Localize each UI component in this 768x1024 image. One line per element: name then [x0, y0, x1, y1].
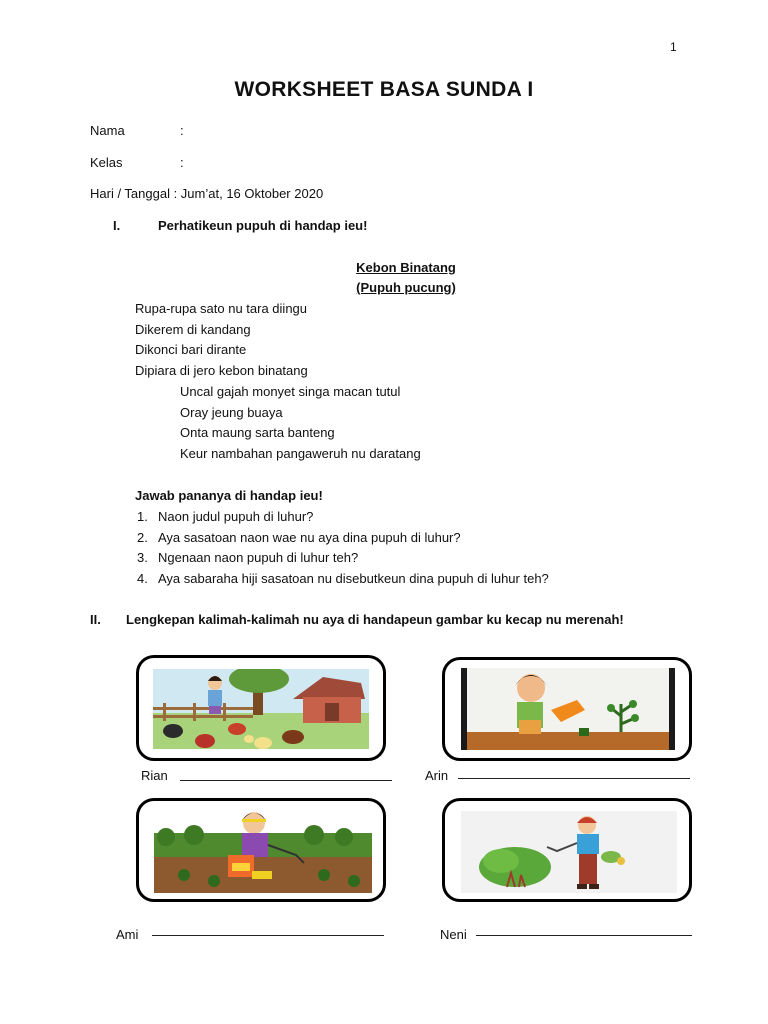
- farm-chickens-illustration: [153, 669, 369, 749]
- answer-line[interactable]: [180, 780, 392, 781]
- field-label-kelas: Kelas: [90, 155, 123, 170]
- poem-line: Onta maung sarta banteng: [180, 425, 335, 440]
- page-title: WORKSHEET BASA SUNDA I: [234, 78, 534, 101]
- picture-card: [442, 798, 692, 902]
- section-number: II.: [90, 612, 101, 627]
- questions-heading: Jawab pananya di handap ieu!: [135, 488, 323, 503]
- date-line: Hari / Tanggal : Jum’at, 16 Oktober 2020: [90, 186, 324, 201]
- name-label-neni: Neni: [440, 927, 467, 942]
- question-number: 3.: [137, 550, 148, 565]
- question-number: 1.: [137, 509, 148, 524]
- question-number: 2.: [137, 530, 148, 545]
- answer-line[interactable]: [476, 935, 692, 936]
- section-number: I.: [113, 218, 121, 233]
- poem-line: Rupa-rupa sato nu tara diingu: [135, 301, 308, 316]
- watering-plant-illustration: [461, 668, 675, 750]
- section-heading: Lengkepan kalimah-kalimah nu aya di handapeun gambar ku kecap nu merenah!: [126, 612, 624, 627]
- poem-line: Uncal gajah monyet singa macan tutul: [180, 384, 401, 399]
- question-text: Aya sasatoan naon wae nu aya dina pupuh di luhur?: [158, 530, 461, 545]
- field-separator: :: [180, 155, 184, 170]
- question-text: Ngenaan naon pupuh di luhur teh?: [158, 550, 359, 565]
- answer-line[interactable]: [458, 778, 690, 779]
- poem-line: Keur nambahan pangaweruh nu daratang: [180, 446, 421, 461]
- page-number: 1: [670, 40, 677, 54]
- poem-line: Dikerem di kandang: [135, 322, 251, 337]
- name-label-ami: Ami: [116, 927, 139, 942]
- name-label-rian: Rian: [141, 768, 168, 783]
- poem-line: Oray jeung buaya: [180, 405, 283, 420]
- name-label-arin: Arin: [425, 768, 449, 783]
- girl-planting-illustration: [154, 811, 372, 893]
- question-number: 4.: [137, 571, 148, 586]
- pruning-bush-illustration: [461, 811, 677, 893]
- question-text: Aya sabaraha hiji sasatoan nu disebutkeun dina pupuh di luhur teh?: [158, 571, 549, 586]
- picture-card: [442, 657, 692, 761]
- poem-title: Kebon Binatang: [356, 260, 456, 275]
- poem-line: Dipiara di jero kebon binatang: [135, 363, 308, 378]
- section-heading: Perhatikeun pupuh di handap ieu!: [158, 218, 368, 233]
- poem-subtitle: (Pupuh pucung): [356, 280, 456, 295]
- question-text: Naon judul pupuh di luhur?: [158, 509, 314, 524]
- field-separator: :: [180, 123, 184, 138]
- poem-line: Dikonci bari dirante: [135, 342, 247, 357]
- answer-line[interactable]: [152, 935, 384, 936]
- field-label-nama: Nama: [90, 123, 125, 138]
- picture-card: [136, 798, 386, 902]
- picture-card: [136, 655, 386, 761]
